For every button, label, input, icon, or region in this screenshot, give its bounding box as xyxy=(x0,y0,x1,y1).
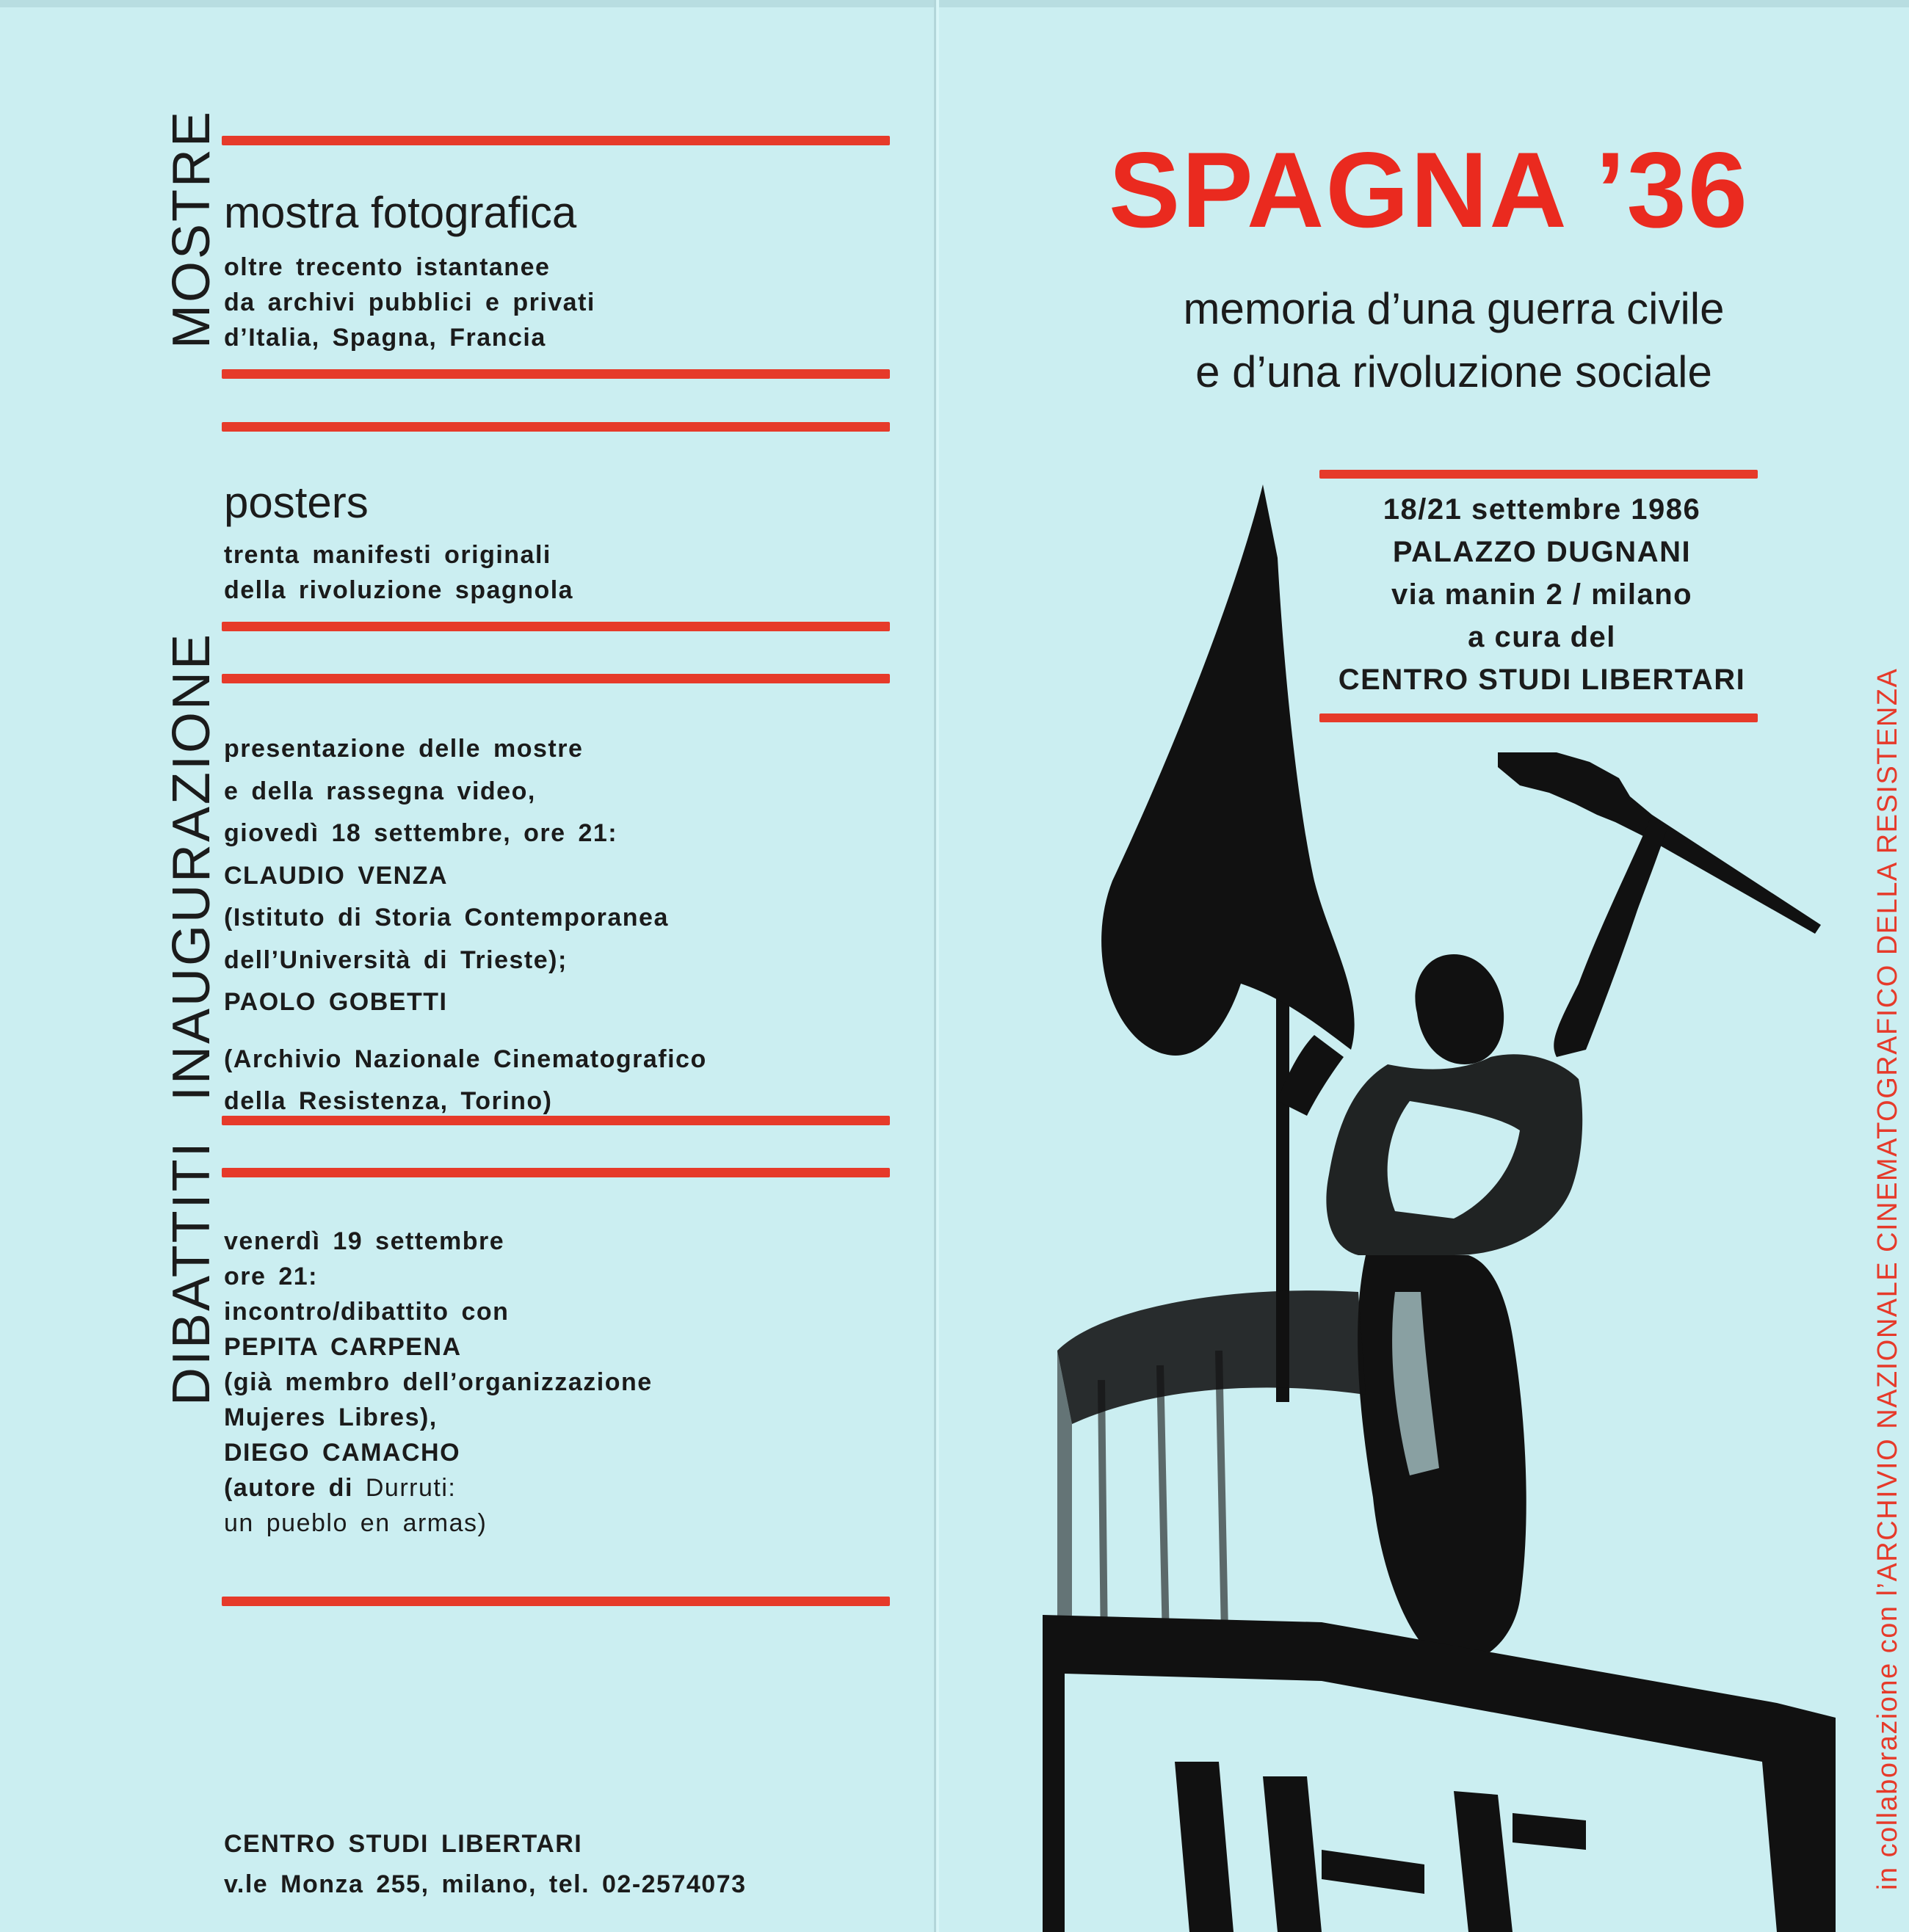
book-title: Durruti: xyxy=(365,1474,457,1502)
text-line: d’Italia, Spagna, Francia xyxy=(224,324,546,352)
text-line: oltre trecento istantanee xyxy=(224,253,551,281)
speaker-name: PEPITA CARPENA xyxy=(224,1333,462,1361)
text-line: (Istituto di Storia Contemporanea xyxy=(224,904,669,932)
section-label-inaugurazione: INAUGURAZIONE xyxy=(162,631,221,1101)
divider-rule xyxy=(222,674,890,683)
mostra-heading: mostra fotografica xyxy=(224,188,577,237)
fold-highlight xyxy=(936,0,939,1932)
subtitle xyxy=(1109,277,1799,404)
inaugurazione-description xyxy=(224,728,707,1123)
text-line: Mujeres Libres), xyxy=(224,1403,438,1431)
arm-shape xyxy=(1554,815,1667,1057)
footer-address: v.le Monza 255, milano, tel. 02-2574073 xyxy=(224,1870,747,1898)
text-line xyxy=(224,1470,653,1506)
text-line: venerdì 19 settembre xyxy=(224,1227,505,1255)
page-title: SPAGNA ’36 xyxy=(1109,130,1749,250)
speaker-name: CLAUDIO VENZA xyxy=(224,861,449,890)
subtitle-line: memoria d’una guerra civile xyxy=(1183,284,1725,333)
text-line: della Resistenza, Torino) xyxy=(224,1087,553,1115)
subtitle-line: e d’una rivoluzione sociale xyxy=(1195,347,1712,396)
event-venue: PALAZZO DUGNANI xyxy=(1392,536,1692,568)
text-line: giovedì 18 settembre, ore 21: xyxy=(224,819,618,847)
section-label-dibattiti: DIBATTITI xyxy=(162,1140,221,1406)
text-line: dell’Università di Trieste); xyxy=(224,945,568,974)
text-line: e della rassegna video, xyxy=(224,777,536,805)
divider-rule xyxy=(222,136,890,145)
event-address: via manin 2 / milano xyxy=(1391,578,1693,611)
posters-description xyxy=(224,537,573,608)
text-line: (Archivio Nazionale Cinematografico xyxy=(224,1045,707,1073)
text-line: ore 21: xyxy=(224,1263,318,1290)
top-edge xyxy=(0,0,1909,7)
divider-rule xyxy=(222,622,890,631)
text-fragment: (autore di xyxy=(224,1474,353,1502)
mostra-description xyxy=(224,250,595,355)
divider-rule xyxy=(222,1116,890,1125)
legs-shape xyxy=(1358,1255,1526,1663)
speaker-name: DIEGO CAMACHO xyxy=(224,1439,461,1467)
event-curator-label: a cura del xyxy=(1468,621,1616,653)
head-shape xyxy=(1415,954,1504,1064)
book-title: un pueblo en armas) xyxy=(224,1509,488,1537)
text-line: presentazione delle mostre xyxy=(224,735,584,763)
dibattiti-description xyxy=(224,1224,653,1541)
footer-contact xyxy=(224,1824,747,1905)
divider-rule xyxy=(222,422,890,432)
divider-rule xyxy=(222,369,890,379)
text-line: (già membro dell’organizzazione xyxy=(224,1368,653,1396)
section-label-mostre: MOSTRE xyxy=(162,109,221,349)
text-line: trenta manifesti originali xyxy=(224,541,551,569)
event-curator: CENTRO STUDI LIBERTARI xyxy=(1338,664,1746,696)
text-line: della rivoluzione spagnola xyxy=(224,576,574,604)
divider-rule xyxy=(1319,713,1758,722)
divider-rule xyxy=(222,1597,890,1606)
posters-heading: posters xyxy=(224,478,369,527)
text-line: da archivi pubblici e privati xyxy=(224,288,595,316)
collaboration-credit: in collaborazione con l’ARCHIVIO NAZIONALE CINEMATOGRAFICO DELLA RESISTENZA xyxy=(1872,667,1903,1890)
speaker-name: PAOLO GOBETTI xyxy=(224,988,448,1016)
divider-rule xyxy=(222,1168,890,1177)
event-dates: 18/21 settembre 1986 xyxy=(1383,493,1701,526)
text-line: incontro/dibattito con xyxy=(224,1298,510,1326)
footer-org: CENTRO STUDI LIBERTARI xyxy=(224,1830,583,1858)
event-details xyxy=(1292,488,1792,701)
